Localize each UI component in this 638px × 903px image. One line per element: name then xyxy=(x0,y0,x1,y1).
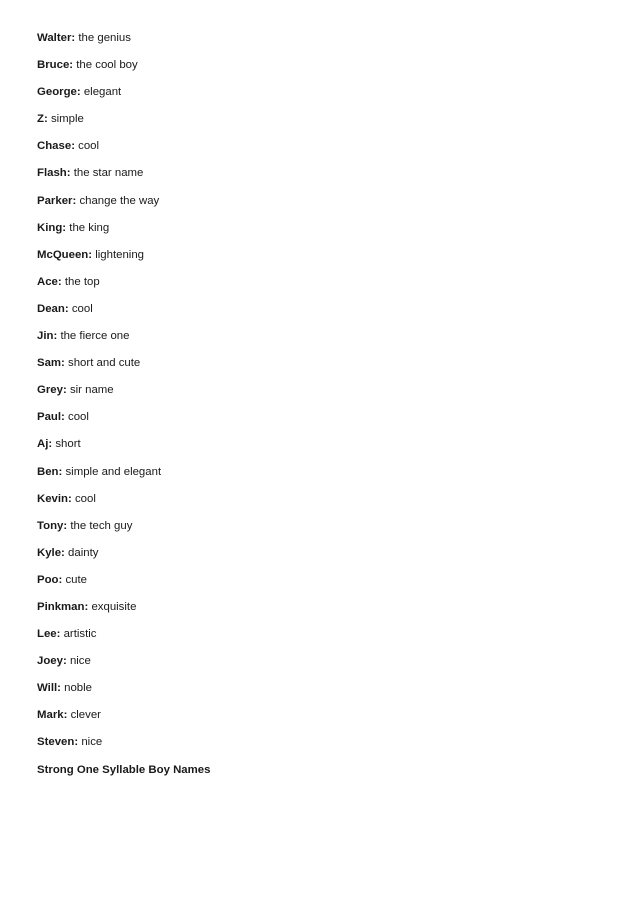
entry-name: Pinkman: xyxy=(37,600,89,613)
list-item xyxy=(37,301,210,328)
entry-name: Flash: xyxy=(37,167,71,180)
entry-name: Grey: xyxy=(37,384,67,397)
entry-meaning: simple and elegant xyxy=(65,465,162,478)
entry-name: Dean: xyxy=(37,302,69,315)
entry-meaning: clever xyxy=(70,709,101,722)
list-item xyxy=(37,274,210,301)
entry-name: McQueen: xyxy=(37,248,93,261)
entry-meaning: short xyxy=(55,438,81,451)
list-item xyxy=(37,165,210,192)
entry-meaning: the tech guy xyxy=(70,519,133,532)
list-item xyxy=(37,707,210,734)
list-item xyxy=(37,464,210,491)
list-item xyxy=(37,57,210,84)
list-item xyxy=(37,247,210,274)
entry-meaning: elegant xyxy=(83,86,122,99)
list-item xyxy=(37,409,210,436)
entry-name: Chase: xyxy=(37,140,75,153)
entry-meaning: noble xyxy=(64,682,92,695)
entry-meaning: the genius xyxy=(78,32,131,44)
entry-meaning: change the way xyxy=(79,194,160,207)
entry-name: Ace: xyxy=(37,275,62,288)
entry-meaning: the king xyxy=(69,221,110,234)
list-item xyxy=(37,680,210,707)
list-item xyxy=(37,491,210,518)
entry-name: Bruce: xyxy=(37,59,74,72)
list-item xyxy=(37,138,210,165)
list-item xyxy=(37,653,210,680)
entry-meaning: short and cute xyxy=(68,357,141,370)
entry-name: Steven: xyxy=(37,736,79,749)
entry-name: Parker: xyxy=(37,194,77,207)
list-item xyxy=(37,626,210,653)
entry-meaning: the cool boy xyxy=(76,59,138,72)
entry-meaning: nice xyxy=(81,736,103,749)
entry-meaning: cool xyxy=(68,411,89,424)
entry-name: Poo: xyxy=(37,573,63,586)
list-item xyxy=(37,111,210,138)
list-item xyxy=(37,599,210,626)
entry-meaning: sir name xyxy=(69,384,114,397)
entry-meaning: lightening xyxy=(95,248,145,261)
list-item xyxy=(37,382,210,409)
name-list xyxy=(37,30,210,789)
entry-name: Will: xyxy=(37,682,61,695)
entry-meaning: cool xyxy=(74,492,96,505)
list-item xyxy=(37,193,210,220)
list-item xyxy=(37,30,210,57)
list-item xyxy=(37,84,210,111)
entry-name: Paul: xyxy=(37,411,65,424)
entry-name: Lee: xyxy=(37,628,61,641)
entry-name: Mark: xyxy=(37,709,68,722)
entry-name: Jin: xyxy=(37,330,58,343)
entry-meaning: artistic xyxy=(63,628,97,641)
list-item xyxy=(37,545,210,572)
list-item xyxy=(37,355,210,382)
entry-name: Kevin: xyxy=(37,492,72,505)
list-item xyxy=(37,328,210,355)
entry-name: Joey: xyxy=(37,655,67,668)
entry-meaning: nice xyxy=(69,655,91,668)
entry-name: Z: xyxy=(37,113,48,126)
entry-meaning: cool xyxy=(78,140,100,153)
section-heading-row xyxy=(37,762,210,789)
section-heading: Strong One Syllable Boy Names xyxy=(37,763,211,776)
entry-meaning: cute xyxy=(65,573,88,586)
list-item xyxy=(37,436,210,463)
list-item xyxy=(37,572,210,599)
entry-name: King: xyxy=(37,221,67,234)
entry-meaning: exquisite xyxy=(91,600,137,613)
list-item xyxy=(37,734,210,761)
entry-name: Aj: xyxy=(37,438,53,451)
entry-name: Sam: xyxy=(37,357,65,370)
entry-meaning: cool xyxy=(71,302,93,315)
list-item xyxy=(37,518,210,545)
list-item xyxy=(37,220,210,247)
entry-name: Kyle: xyxy=(37,546,65,559)
entry-meaning: the star name xyxy=(73,167,144,180)
entry-name: George: xyxy=(37,86,81,99)
entry-meaning: dainty xyxy=(68,546,99,559)
entry-name: Ben: xyxy=(37,465,63,478)
entry-name: Tony: xyxy=(37,519,68,532)
entry-name: Walter: xyxy=(37,32,76,44)
entry-meaning: the top xyxy=(64,275,100,288)
entry-meaning: simple xyxy=(50,113,84,126)
entry-meaning: the fierce one xyxy=(60,330,130,343)
